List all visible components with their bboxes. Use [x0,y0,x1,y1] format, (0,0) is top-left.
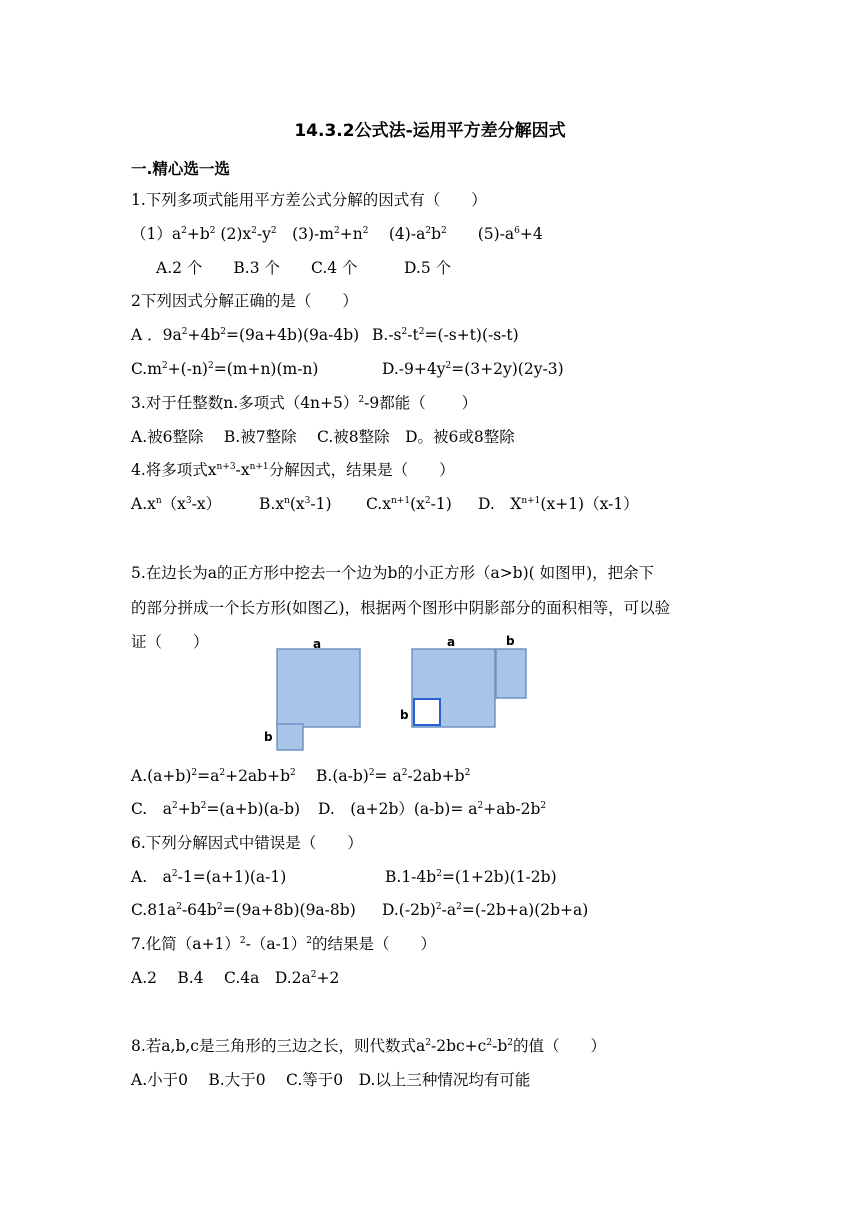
question-5-option-d: D. $(a+2b)(a-b)= a^2+ab-2b^2$ [318,800,547,818]
question-6-option-c: $C.81a^2-64b^2=(9a+8b)(9a-8b)$ [131,901,356,919]
question-4-option-b: $B.x^n(x^3-1)$ [259,495,332,513]
question-3-options: A.被6整除 B.被7整除 C.被8整除 D。被6或8整除 [131,428,515,446]
question-5-option-b: $B.(a-b)^2= a^2-2ab+b^2$ [316,767,471,785]
question-4-option-c: $C.x^{n+1}(x^2-1)$ [366,495,452,513]
small-square-b [277,724,303,750]
question-5-line-3: 证（ ） [131,633,209,651]
question-8-stem: 8.若a,b,c是三角形的三边之长，则代数式$a^2-2bc+c^2-b^2$的值（ ） [131,1037,606,1055]
removed-square-b [414,699,440,725]
question-6-option-b: $B.1-4b^2=(1+2b)(1-2b)$ [385,868,557,886]
question-2-option-d: $D.-9+4y^2=(3+2y)(2y-3)$ [382,360,564,378]
question-2-option-b: $B.-s^2-t^2=(-s+t)(-s-t)$ [372,326,519,344]
question-5-line-2: 的部分拼成一个长方形(如图乙)，根据两个图形中阴影部分的面积相等，可以验 [131,599,671,617]
question-4-stem: 4.将多项式$x^{n+3}-x^{n+1}$分解因式，结果是（ ） [131,461,455,479]
question-2-option-a: A ．$9a^2+4b^2=(9a+4b)(9a-4b)$ [131,326,360,344]
label-b: b [264,730,273,744]
label-a-2: a [447,635,456,649]
large-square-a [277,649,360,727]
question-3-stem: 3.对于任整数n.多项式$(4n+5)^2-9$都能（ ） [131,394,478,412]
question-6-option-d: $D.(-2b)^2-a^2=(-2b+a)(2b+a)$ [382,901,589,919]
question-6-option-a: A. $a^2-1=(a+1)(a-1)$ [131,868,287,886]
label-b-2: b [506,634,515,648]
question-1-stem: 1.下列多项式能用平方差公式分解的因式有（ ） [131,191,487,209]
question-7-stem: 7.化简$(a+1)^2-(a-1)^2$的结果是（ ） [131,935,436,953]
question-5-option-c: C. $a^2+b^2=(a+b)(a-b)$ [131,800,301,818]
question-2-stem: 2下列因式分解正确的是（ ） [131,292,358,310]
question-6-stem: 6.下列分解因式中错误是（ ） [131,834,363,852]
question-4-option-a: $A.x^n(x^3-x)$ [131,495,222,513]
question-8-options: A.小于0 B.大于0 C.等于0 D.以上三种情况均有可能 [131,1071,531,1089]
question-7-options: A.2 B.4 C.4a $D.2a^2+2$ [131,969,340,987]
label-a: a [313,637,322,651]
question-1-items: $(1)a^2+b^2$ $(2)x^2-y^2$ $(3)-m^2+n^2$ $(4)-a^2b^2$ $(5)-a^6+4$ [131,225,543,243]
section-heading: 一.精心选一选 [131,160,230,178]
rearranged-strip [496,649,526,698]
page-title: 14.3.2公式法-运用平方差分解因式 [294,121,566,141]
question-5-line-1: 5.在边长为a的正方形中挖去一个边为b的小正方形（a>b)( 如图甲)，把余下 [131,564,655,582]
question-2-option-c: $C.m^2+(-n)^2=(m+n)(m-n)$ [131,360,319,378]
question-1-options: A.2 个 B.3 个 C.4 个 D.5 个 [156,259,452,277]
question-5-option-a: $A.(a+b)^2=a^2+2ab+b^2$ [131,767,296,785]
question-4-option-d: D. $X^{n+1}(x+1)(x-1)$ [478,495,639,513]
label-b-3: b [400,708,409,722]
